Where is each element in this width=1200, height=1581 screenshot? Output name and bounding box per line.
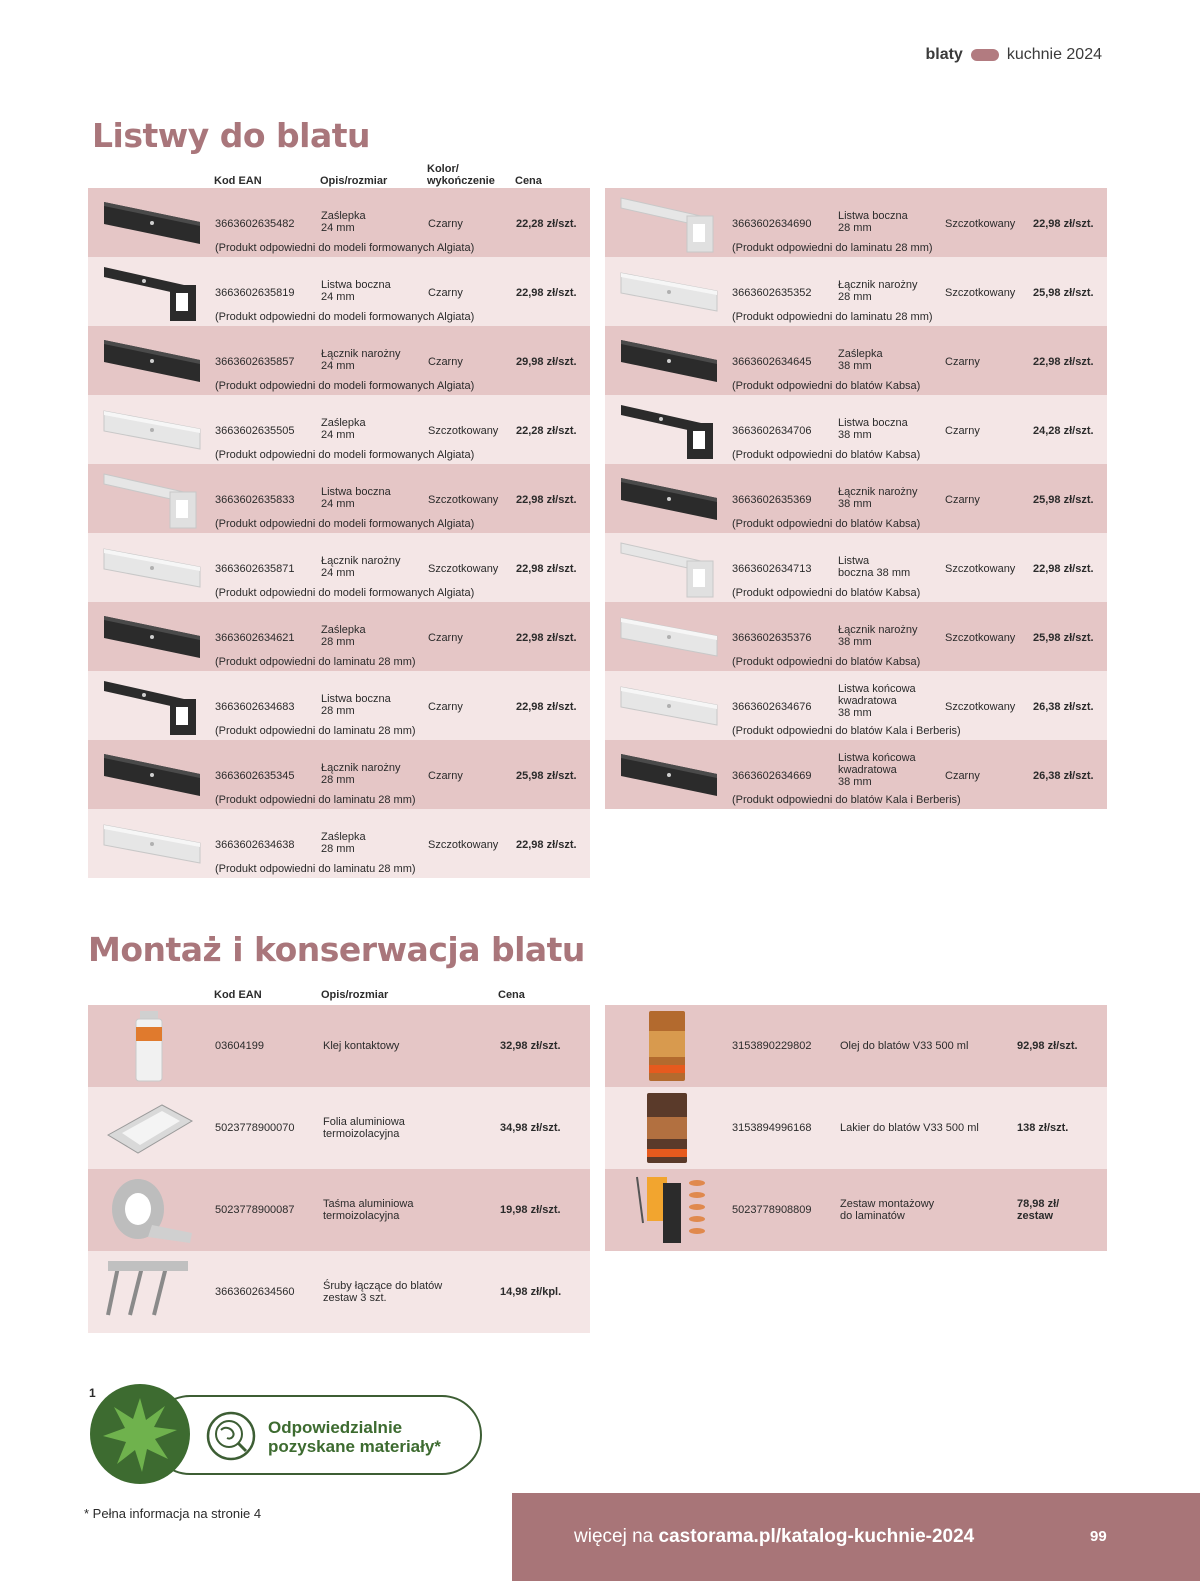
product-description: Łącznik narożny 38 mm	[838, 624, 918, 648]
header-color-line1: Kolor/	[427, 163, 459, 175]
table-row	[88, 602, 590, 671]
product-color: Czarny	[428, 287, 463, 299]
product-price: 78,98 zł/ zestaw	[1017, 1198, 1060, 1222]
header-color	[427, 163, 495, 187]
table-row	[88, 740, 590, 809]
product-color: Czarny	[428, 770, 463, 782]
product-price: 22,28 zł/szt.	[516, 425, 577, 437]
product-color: Czarny	[945, 494, 980, 506]
product-description: Klej kontaktowy	[323, 1040, 400, 1052]
product-image	[617, 744, 721, 806]
table-row	[605, 395, 1107, 464]
product-note: (Produkt odpowiedni do laminatu 28 mm)	[215, 656, 416, 668]
footer-link-prefix: więcej na	[574, 1526, 659, 1547]
top-navigation	[925, 46, 1102, 64]
mounting-table-left	[88, 1005, 590, 1333]
ean-code: 3663602634676	[732, 701, 812, 713]
product-description: Śruby łączące do blatów zestaw 3 szt.	[323, 1280, 443, 1304]
ean-code: 3663602634621	[215, 632, 295, 644]
header-ean: Kod EAN	[214, 175, 262, 187]
product-price: 29,98 zł/szt.	[516, 356, 577, 368]
ean-code: 3663602635352	[732, 287, 812, 299]
header2-desc: Opis/rozmiar	[321, 989, 389, 1001]
product-image	[100, 537, 204, 599]
ean-code: 3663602634638	[215, 839, 295, 851]
product-description: Zaślepka 24 mm	[321, 210, 366, 234]
product-color: Czarny	[428, 701, 463, 713]
product-color: Szczotkowany	[428, 839, 499, 851]
table-row	[605, 1169, 1107, 1251]
product-description: Zaślepka 38 mm	[838, 348, 883, 372]
product-note: (Produkt odpowiedni do laminatu 28 mm)	[215, 863, 416, 875]
product-color: Szczotkowany	[945, 287, 1016, 299]
separator-pill	[971, 49, 999, 61]
product-note: (Produkt odpowiedni do blatów Kabsa)	[732, 518, 921, 530]
header2-ean: Kod EAN	[214, 989, 262, 1001]
product-price: 22,98 zł/szt.	[516, 563, 577, 575]
product-note: (Produkt odpowiedni do modeli formowanych Algiata)	[215, 242, 475, 254]
footnote: * Pełna informacja na stronie 4	[84, 1506, 262, 1521]
product-color: Czarny	[945, 770, 980, 782]
product-description: Listwa boczna 38 mm	[838, 417, 908, 441]
table-row	[88, 464, 590, 533]
product-note: (Produkt odpowiedni do laminatu 28 mm)	[215, 794, 416, 806]
star-icon	[90, 1384, 190, 1484]
product-image	[619, 1009, 713, 1083]
eco-star-badge	[90, 1384, 190, 1484]
product-price: 26,38 zł/szt.	[1033, 770, 1094, 782]
product-image	[100, 468, 204, 530]
header-desc: Opis/rozmiar	[320, 175, 388, 187]
header-price: Cena	[515, 175, 542, 187]
table-row	[605, 740, 1107, 809]
product-image	[100, 192, 204, 254]
product-note: (Produkt odpowiedni do blatów Kabsa)	[732, 380, 921, 392]
product-price: 22,98 zł/szt.	[516, 632, 577, 644]
ean-code: 3663602635819	[215, 287, 295, 299]
mounting-table-right	[605, 1005, 1107, 1251]
table-row	[88, 188, 590, 257]
product-image	[100, 606, 204, 668]
product-price: 22,98 zł/szt.	[516, 839, 577, 851]
eco-badge-text	[268, 1418, 441, 1456]
product-description: Zaślepka 24 mm	[321, 417, 366, 441]
globe-leaf-icon	[205, 1410, 257, 1462]
product-note: (Produkt odpowiedni do modeli formowanych Algiata)	[215, 380, 475, 392]
product-image	[617, 537, 721, 599]
product-price: 24,28 zł/szt.	[1033, 425, 1094, 437]
ean-code: 3663602634683	[215, 701, 295, 713]
page-number: 99	[1090, 1528, 1107, 1545]
table-row	[605, 257, 1107, 326]
product-note: (Produkt odpowiedni do laminatu 28 mm)	[215, 725, 416, 737]
table-row	[88, 395, 590, 464]
product-note: (Produkt odpowiedni do blatów Kabsa)	[732, 587, 921, 599]
table-row	[88, 809, 590, 878]
product-image	[100, 261, 204, 323]
product-price: 19,98 zł/szt.	[500, 1204, 561, 1216]
product-note: (Produkt odpowiedni do modeli formowanych Algiata)	[215, 518, 475, 530]
table-row	[605, 326, 1107, 395]
table-row	[88, 1005, 590, 1087]
section2-title: Montaż i konserwacja blatu	[88, 930, 585, 969]
product-description: Listwa boczna 24 mm	[321, 486, 391, 510]
category-label: kuchnie 2024	[1006, 46, 1102, 63]
table-row	[88, 1087, 590, 1169]
edge-strips-table-right	[605, 188, 1107, 809]
product-description: Listwa boczna 28 mm	[321, 693, 391, 717]
product-image	[102, 1009, 196, 1083]
product-description: Olej do blatów V33 500 ml	[840, 1040, 969, 1052]
product-description: Zaślepka 28 mm	[321, 831, 366, 855]
product-image	[619, 1091, 713, 1165]
ean-code: 5023778900070	[215, 1122, 295, 1134]
product-color: Szczotkowany	[428, 425, 499, 437]
table-row	[88, 326, 590, 395]
product-image	[617, 261, 721, 323]
ean-code: 03604199	[215, 1040, 264, 1052]
table-row	[605, 1005, 1107, 1087]
ean-code: 3663602634560	[215, 1286, 295, 1298]
product-note: (Produkt odpowiedni do laminatu 28 mm)	[732, 311, 933, 323]
table-row	[88, 533, 590, 602]
product-price: 22,98 zł/szt.	[1033, 218, 1094, 230]
product-description: Taśma aluminiowa termoizolacyjna	[323, 1198, 414, 1222]
table-row	[88, 671, 590, 740]
table-row	[605, 188, 1107, 257]
product-color: Czarny	[428, 632, 463, 644]
product-description: Łącznik narożny 24 mm	[321, 555, 401, 579]
product-price: 22,98 zł/szt.	[516, 494, 577, 506]
header-color-line2: wykończenie	[427, 175, 495, 187]
product-description: Listwa boczna 38 mm	[838, 555, 911, 579]
table-row	[605, 671, 1107, 740]
table-row	[605, 1087, 1107, 1169]
eco-text-line2: pozyskane materiały*	[268, 1437, 441, 1456]
product-note: (Produkt odpowiedni do blatów Kabsa)	[732, 449, 921, 461]
header2-price: Cena	[498, 989, 525, 1001]
ean-code: 3663602634706	[732, 425, 812, 437]
product-note: (Produkt odpowiedni do modeli formowanych Algiata)	[215, 587, 475, 599]
section-label: blaty	[925, 46, 963, 63]
product-description: Łącznik narożny 28 mm	[838, 279, 918, 303]
product-image	[617, 606, 721, 668]
product-image	[100, 675, 204, 737]
ean-code: 3663602635857	[215, 356, 295, 368]
product-note: (Produkt odpowiedni do modeli formowanych Algiata)	[215, 311, 475, 323]
ean-code: 3663602635871	[215, 563, 295, 575]
product-price: 26,38 zł/szt.	[1033, 701, 1094, 713]
ean-code: 3663602635369	[732, 494, 812, 506]
product-description: Łącznik narożny 28 mm	[321, 762, 401, 786]
ean-code: 3663602634690	[732, 218, 812, 230]
product-color: Czarny	[945, 356, 980, 368]
product-image	[100, 744, 204, 806]
ean-code: 3663602635482	[215, 218, 295, 230]
product-description: Lakier do blatów V33 500 ml	[840, 1122, 979, 1134]
product-image	[617, 192, 721, 254]
product-color: Szczotkowany	[945, 701, 1016, 713]
product-color: Szczotkowany	[945, 563, 1016, 575]
product-price: 92,98 zł/szt.	[1017, 1040, 1078, 1052]
product-image	[102, 1091, 196, 1165]
product-image	[619, 1173, 713, 1247]
product-description: Zestaw montażowy do laminatów	[840, 1198, 935, 1222]
ean-code: 5023778908809	[732, 1204, 812, 1216]
product-price: 25,98 zł/szt.	[1033, 632, 1094, 644]
ean-code: 3663602634713	[732, 563, 812, 575]
product-price: 25,98 zł/szt.	[1033, 287, 1094, 299]
product-description: Folia aluminiowa termoizolacyjna	[323, 1116, 405, 1140]
table-row	[605, 602, 1107, 671]
product-price: 22,98 zł/szt.	[1033, 356, 1094, 368]
product-price: 22,98 zł/szt.	[516, 287, 577, 299]
product-note: (Produkt odpowiedni do blatów Kala i Berberis)	[732, 725, 961, 737]
product-color: Czarny	[945, 425, 980, 437]
product-description: Listwa końcowa kwadratowa 38 mm	[838, 683, 916, 719]
product-price: 32,98 zł/szt.	[500, 1040, 561, 1052]
product-image	[102, 1255, 196, 1329]
product-image	[617, 330, 721, 392]
product-price: 22,28 zł/szt.	[516, 218, 577, 230]
footer-banner	[512, 1493, 1200, 1581]
product-color: Czarny	[428, 218, 463, 230]
product-color: Szczotkowany	[428, 563, 499, 575]
footer-link-url[interactable]: castorama.pl/katalog-kuchnie-2024	[658, 1526, 975, 1547]
product-color: Szczotkowany	[945, 218, 1016, 230]
ean-code: 3153894996168	[732, 1122, 812, 1134]
edge-strips-table-left	[88, 188, 590, 878]
ean-code: 5023778900087	[215, 1204, 295, 1216]
ean-code: 3663602634645	[732, 356, 812, 368]
product-image	[617, 468, 721, 530]
ean-code: 3663602635376	[732, 632, 812, 644]
product-note: (Produkt odpowiedni do modeli formowanych Algiata)	[215, 449, 475, 461]
table-row	[88, 1169, 590, 1251]
product-color: Szczotkowany	[945, 632, 1016, 644]
product-description: Łącznik narożny 24 mm	[321, 348, 401, 372]
product-price: 34,98 zł/szt.	[500, 1122, 561, 1134]
product-image	[617, 675, 721, 737]
product-color: Szczotkowany	[428, 494, 499, 506]
table-row	[88, 1251, 590, 1333]
product-note: (Produkt odpowiedni do blatów Kabsa)	[732, 656, 921, 668]
ean-code: 3663602634669	[732, 770, 812, 782]
ean-code: 3663602635505	[215, 425, 295, 437]
table-row	[605, 533, 1107, 602]
product-price: 138 zł/szt.	[1017, 1122, 1069, 1134]
product-note: (Produkt odpowiedni do blatów Kala i Berberis)	[732, 794, 961, 806]
ean-code: 3663602635345	[215, 770, 295, 782]
product-image	[100, 399, 204, 461]
eco-badge-number: 1	[89, 1386, 96, 1400]
product-description: Łącznik narożny 38 mm	[838, 486, 918, 510]
footer-link[interactable]	[574, 1526, 974, 1548]
product-price: 25,98 zł/szt.	[1033, 494, 1094, 506]
product-image	[102, 1173, 196, 1247]
product-image	[100, 330, 204, 392]
product-image	[100, 813, 204, 875]
product-description: Listwa boczna 24 mm	[321, 279, 391, 303]
product-price: 25,98 zł/szt.	[516, 770, 577, 782]
section1-title: Listwy do blatu	[92, 116, 370, 155]
table-row	[88, 257, 590, 326]
product-description: Zaślepka 28 mm	[321, 624, 366, 648]
ean-code: 3663602635833	[215, 494, 295, 506]
product-price: 22,98 zł/szt.	[1033, 563, 1094, 575]
ean-code: 3153890229802	[732, 1040, 812, 1052]
product-note: (Produkt odpowiedni do laminatu 28 mm)	[732, 242, 933, 254]
product-price: 22,98 zł/szt.	[516, 701, 577, 713]
product-description: Listwa końcowa kwadratowa 38 mm	[838, 752, 916, 788]
product-price: 14,98 zł/kpl.	[500, 1286, 562, 1298]
eco-text-line1: Odpowiedzialnie	[268, 1418, 403, 1437]
table-row	[605, 464, 1107, 533]
product-color: Czarny	[428, 356, 463, 368]
product-image	[617, 399, 721, 461]
product-description: Listwa boczna 28 mm	[838, 210, 908, 234]
